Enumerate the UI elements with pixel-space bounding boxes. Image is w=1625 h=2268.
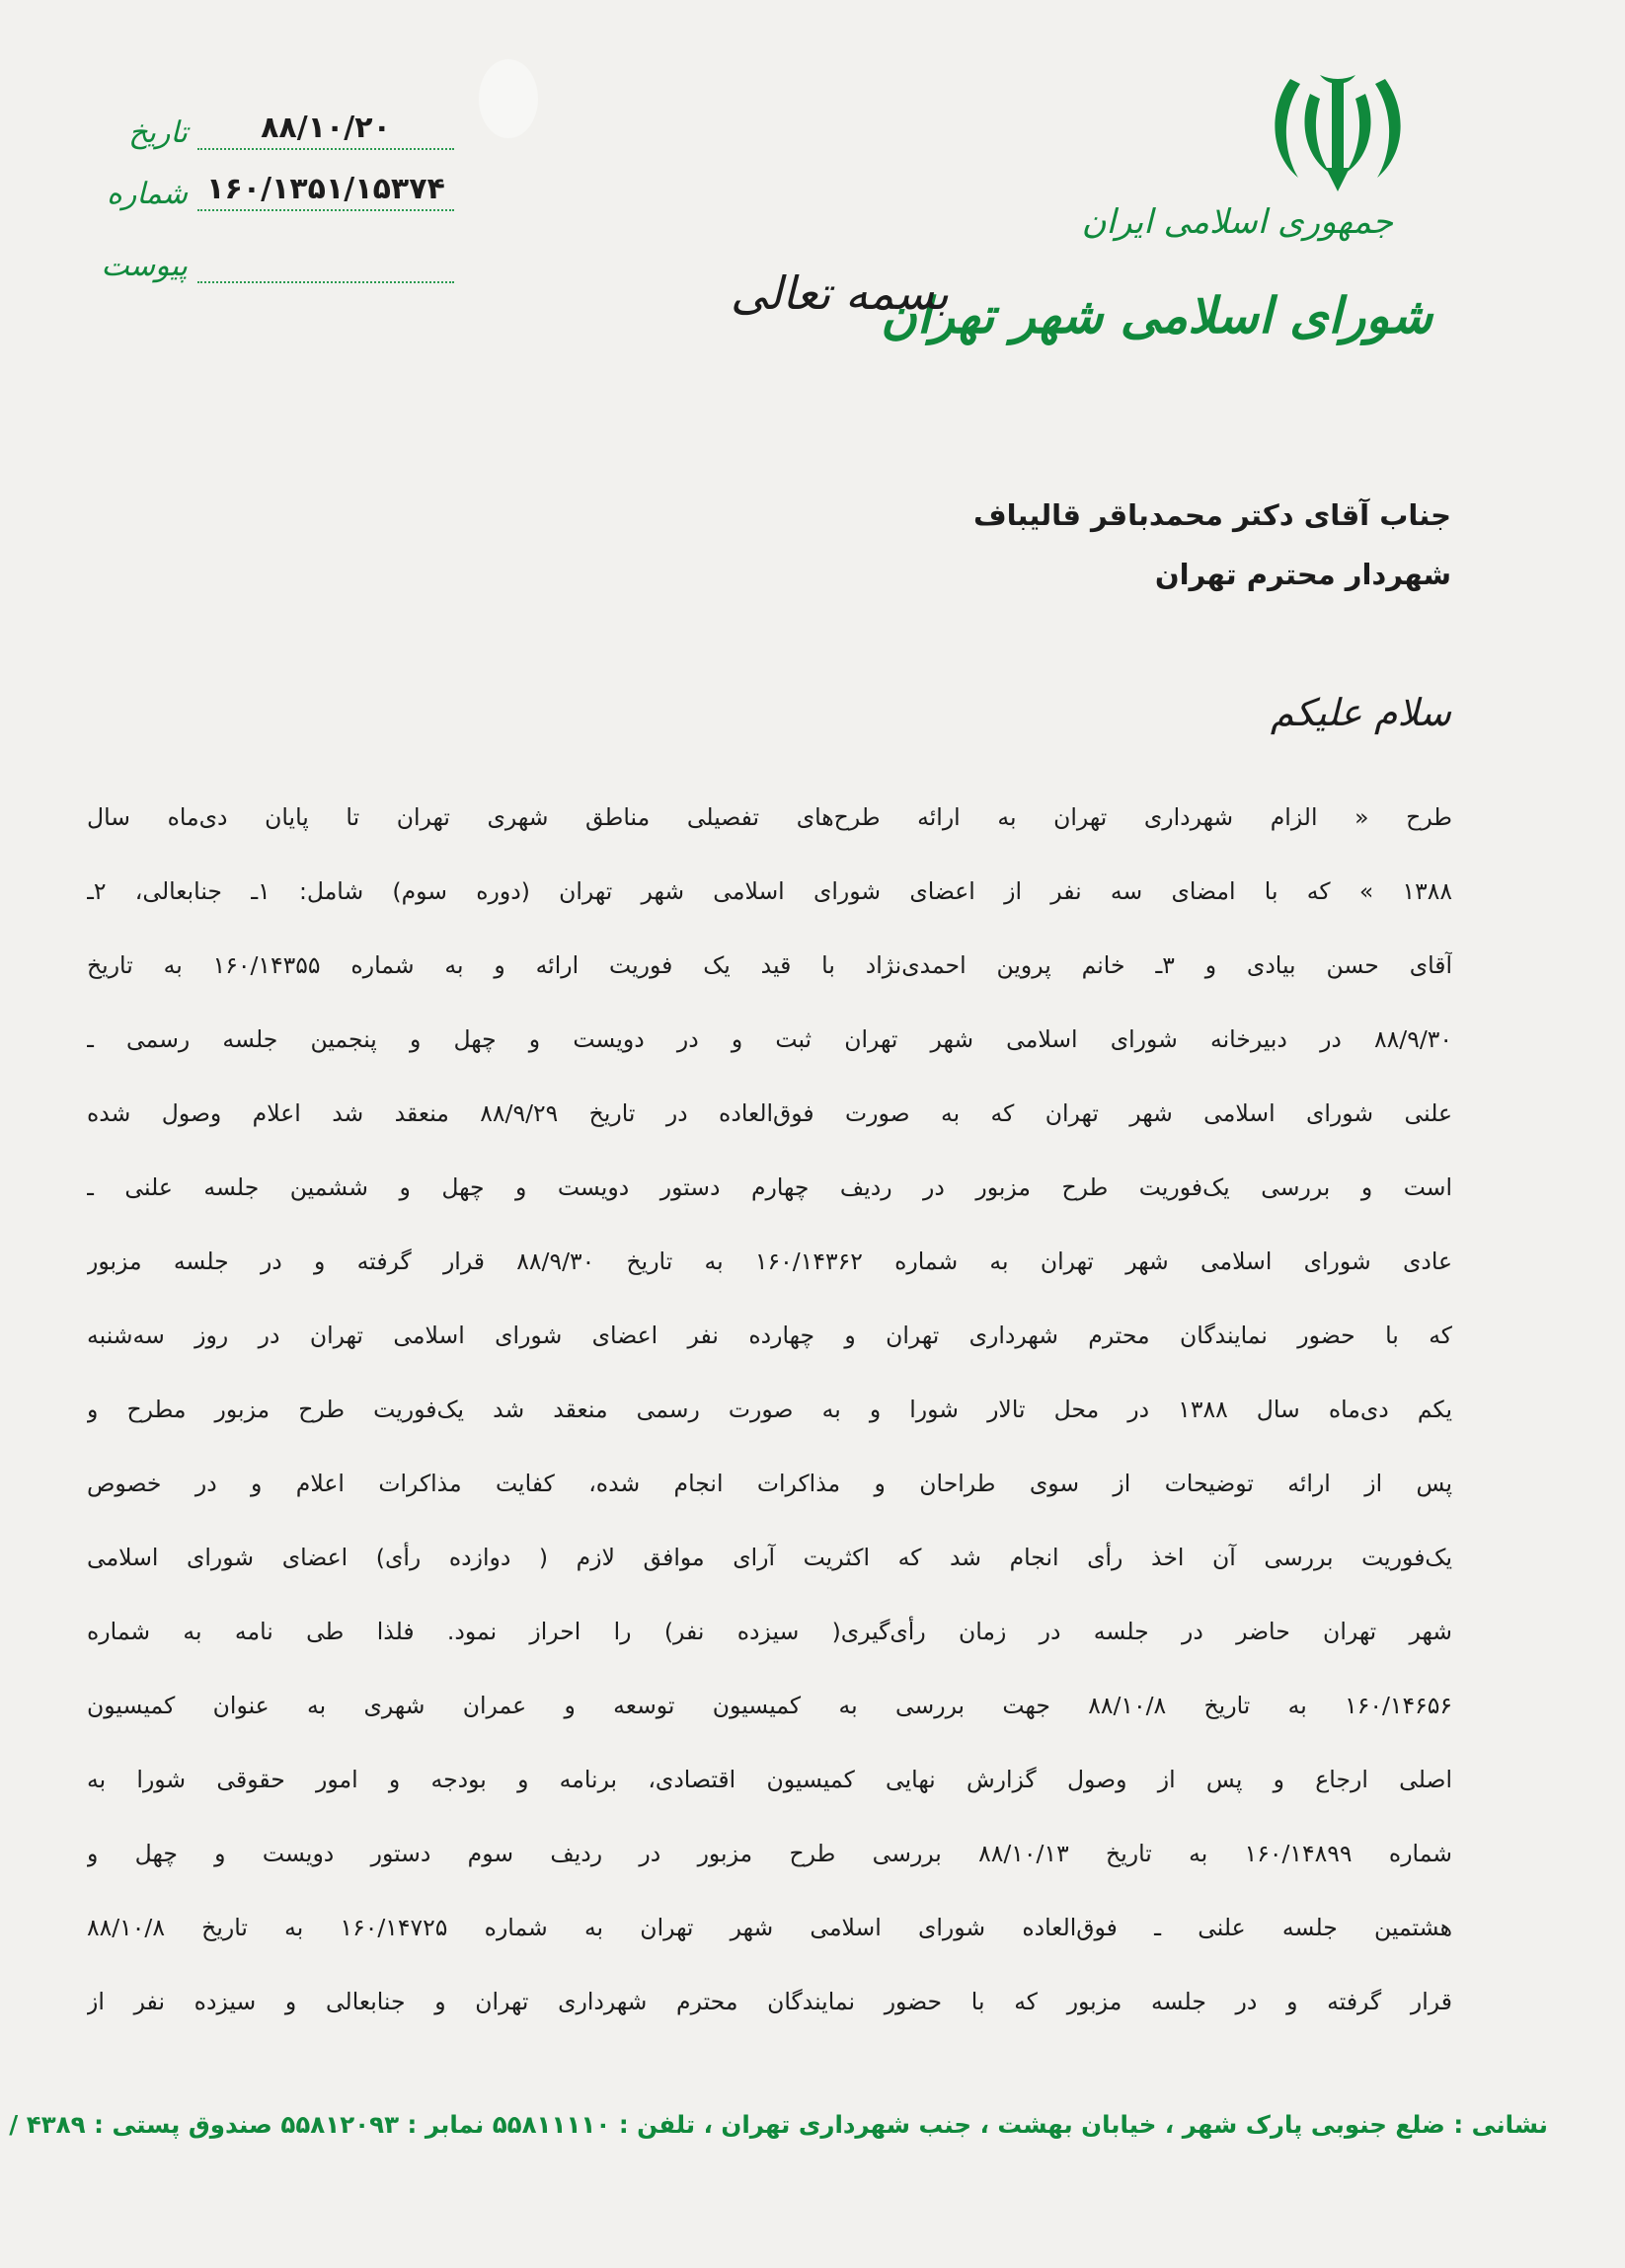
- iran-emblem-icon: [1269, 69, 1407, 192]
- greeting: سلام علیکم: [1270, 691, 1451, 734]
- footer-address: نشانی : ضلع جنوبی پارک شهر ، خیابان بهشت ، جنب شهرداری تهران ، تلفن : ۵۵۸۱۱۱۱۰ نمابر : ۵۵۸۱۲۰۹۳ صندوق پستی : ۴۳۸۹ /: [9, 2110, 1548, 2139]
- body-line: یکم دی‌ماه سال ۱۳۸۸ در محل تالار شورا و به صورت رسمی منعقد شد یک‌فوریت طرح مزبور مطرح و: [87, 1396, 1452, 1423]
- body-line: یک‌فوریت بررسی آن اخذ رأی انجام شد که اکثریت آرای موافق لازم ( دوازده رأی) اعضای شورای اسلامی: [87, 1544, 1452, 1571]
- body-line: که با حضور نمایندگان محترم شهرداری تهران و چهارده نفر اعضای شورای اسلامی تهران در روز سه‌شنبه: [87, 1322, 1452, 1349]
- date-field: [118, 109, 454, 150]
- body-line: شهر تهران حاضر در جلسه در زمان رأی‌گیری( سیزده نفر) را احراز نمود. فلذا طی نامه به شماره: [87, 1618, 1452, 1645]
- body-line: است و بررسی یک‌فوریت طرح مزبور در ردیف چهارم دستور دویست و چهل و ششمین جلسه علنی ـ: [87, 1173, 1452, 1201]
- scan-blemish: [479, 59, 538, 138]
- body-line: ۱۶۰/۱۴۶۵۶ به تاریخ ۸۸/۱۰/۸ جهت بررسی به کمیسیون توسعه و عمران شهری به عنوان کمیسیون: [87, 1692, 1452, 1719]
- body-line: علنی شورای اسلامی شهر تهران که به صورت فوق‌العاده در تاریخ ۸۸/۹/۲۹ منعقد شد اعلام وصول شده: [87, 1099, 1452, 1127]
- date-label: تاریخ: [128, 115, 188, 150]
- body-line: ۱۳۸۸ » که با امضای سه نفر از اعضای شورای اسلامی شهر تهران (دوره سوم) شامل: ۱ـ جنابعالی، ۲ـ: [87, 877, 1452, 905]
- invocation: بسمه تعالی: [731, 266, 950, 320]
- letter-body: [87, 797, 1452, 2056]
- body-line: قرار گرفته و در جلسه مزبور که با حضور نمایندگان محترم شهرداری تهران و جنابعالی و سیزده نفر از: [87, 1988, 1452, 2015]
- body-line: اصلی ارجاع و پس از وصول گزارش نهایی کمیسیون اقتصادی، برنامه و بودجه و امور حقوقی شورا به: [87, 1766, 1452, 1793]
- republic-name: جمهوری اسلامی ایران: [1081, 202, 1393, 242]
- body-line: هشتمین جلسه علنی ـ فوق‌العاده شورای اسلامی شهر تهران به شماره ۱۶۰/۱۴۷۲۵ به تاریخ ۸۸/۱۰/۸: [87, 1914, 1452, 1941]
- number-value: ۱۶۰/۱۳۵۱/۱۵۳۷۴: [197, 170, 454, 211]
- date-value: ۸۸/۱۰/۲۰: [197, 109, 454, 150]
- attachment-label: پیوست: [101, 249, 188, 283]
- number-label: شماره: [107, 177, 188, 211]
- attachment-value: [197, 242, 454, 283]
- body-line: آقای حسن بیادی و ۳ـ خانم پروین احمدی‌نژاد با قید یک فوریت ارائه و به شماره ۱۶۰/۱۴۳۵۵ به تاریخ: [87, 951, 1452, 979]
- body-line: طرح « الزام شهرداری تهران به ارائه طرح‌های تفصیلی مناطق شهری تهران تا پایان دی‌ماه سال: [87, 803, 1452, 831]
- council-name: شورای اسلامی شهر تهران: [881, 286, 1432, 344]
- attachment-field: [101, 242, 454, 283]
- addressee-name: جناب آقای دکتر محمدباقر قالیباف: [972, 498, 1451, 532]
- body-line: ۸۸/۹/۳۰ در دبیرخانه شورای اسلامی شهر تهران ثبت و در دویست و چهل و پنجمین جلسه رسمی ـ: [87, 1025, 1452, 1053]
- body-line: شماره ۱۶۰/۱۴۸۹۹ به تاریخ ۸۸/۱۰/۱۳ بررسی طرح مزبور در ردیف سوم دستور دویست و چهل و: [87, 1840, 1452, 1867]
- body-line: پس از ارائه توضیحات از سوی طراحان و مذاکرات انجام شده، کفایت مذاکرات اعلام و در خصوص: [87, 1470, 1452, 1497]
- number-field: [107, 170, 454, 211]
- addressee-title: شهردار محترم تهران: [1154, 558, 1451, 591]
- body-line: عادی شورای اسلامی شهر تهران به شماره ۱۶۰/۱۴۳۶۲ به تاریخ ۸۸/۹/۳۰ قرار گرفته و در جلسه مزبور: [87, 1247, 1452, 1275]
